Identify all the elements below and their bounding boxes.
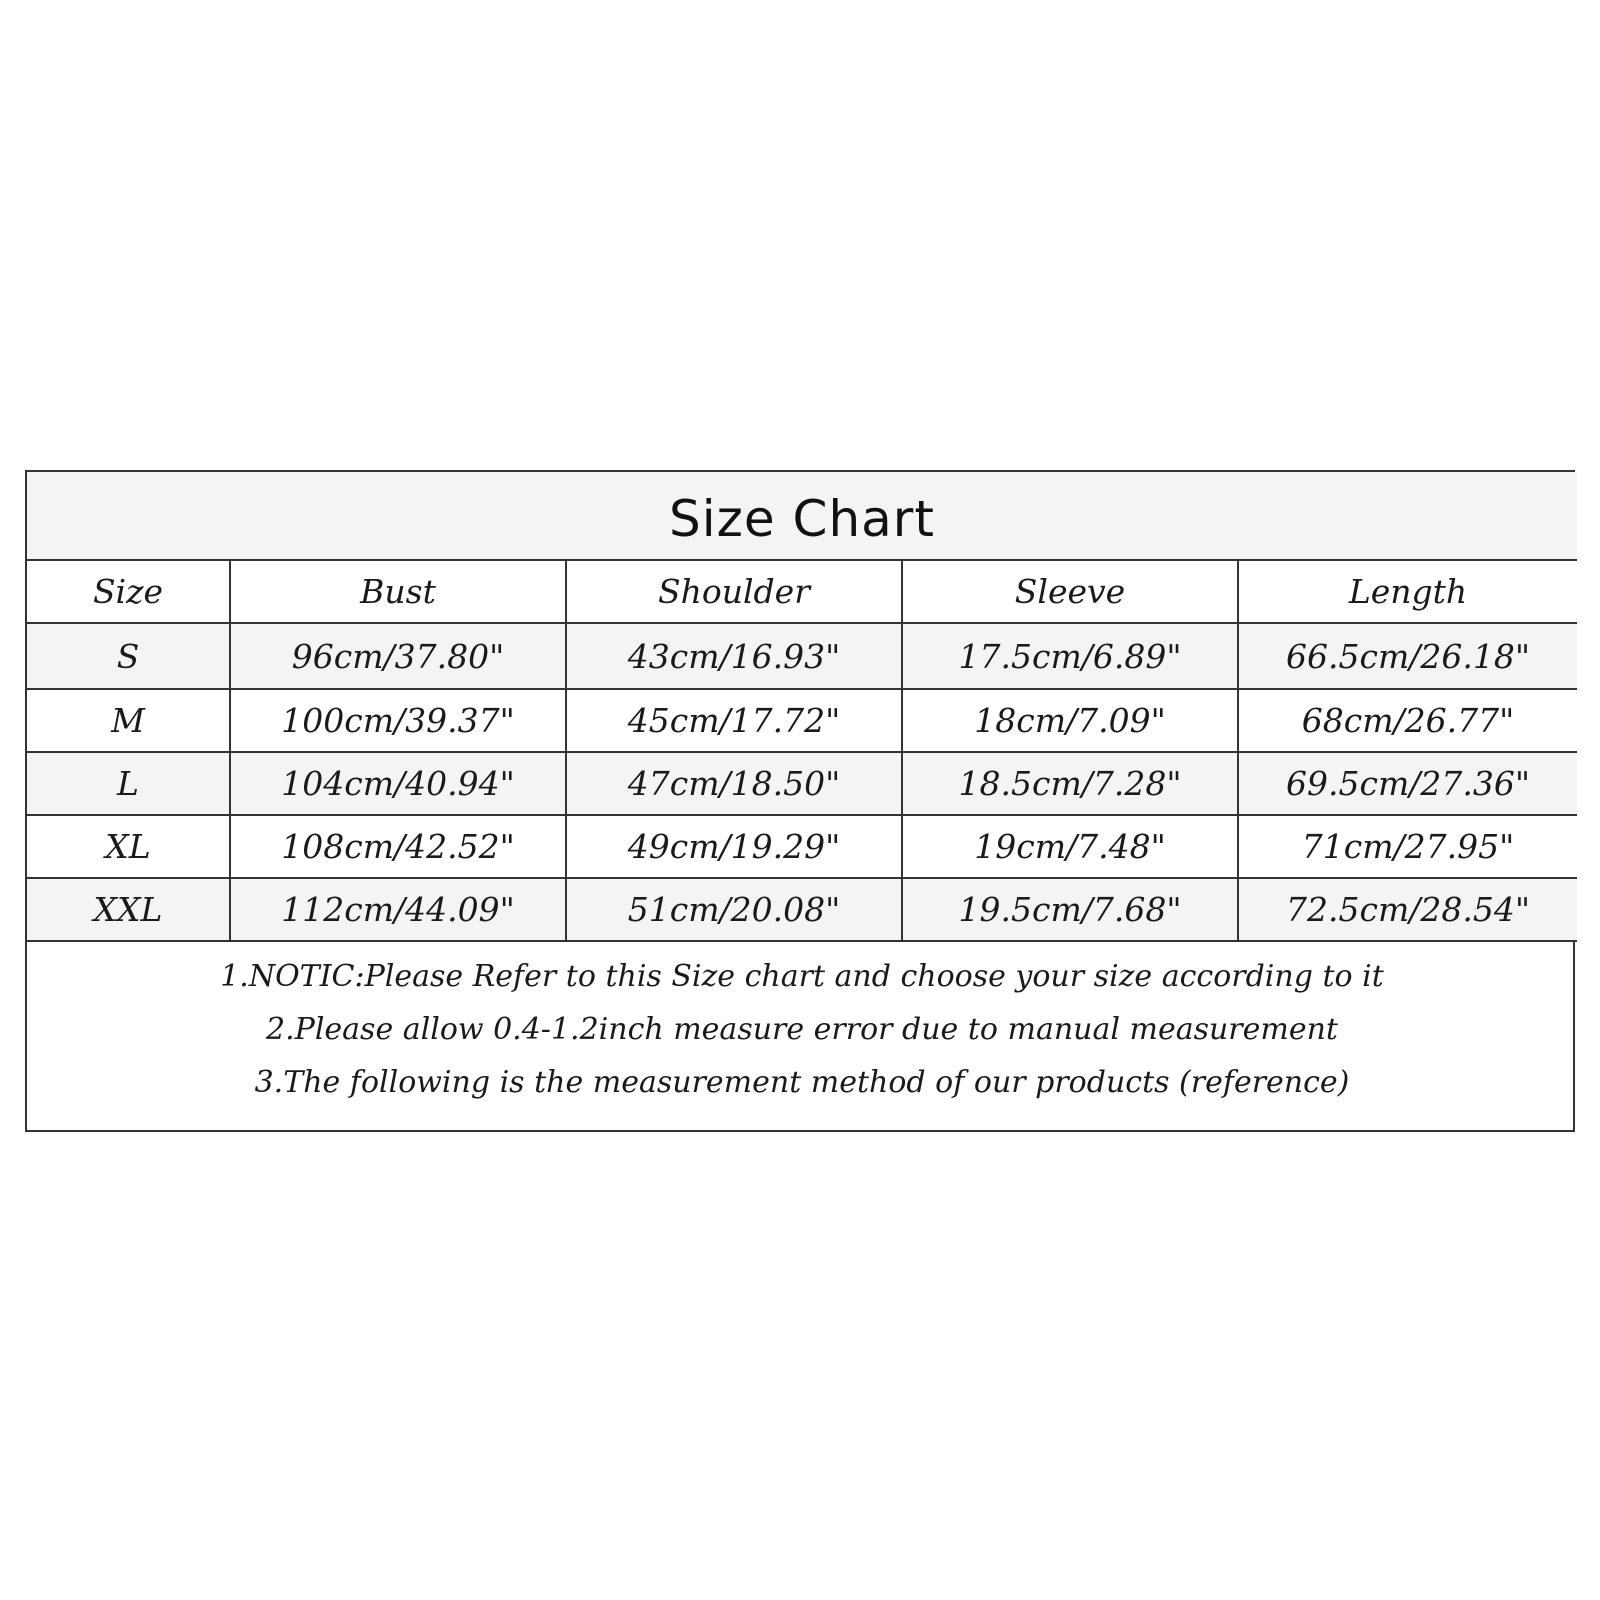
shoulder-cell: 47cm/18.50" — [567, 753, 903, 816]
shoulder-cell: 45cm/17.72" — [567, 690, 903, 753]
bust-cell: 100cm/39.37" — [231, 690, 567, 753]
size-cell: M — [27, 690, 231, 753]
length-cell: 71cm/27.95" — [1239, 816, 1577, 879]
size-cell: L — [27, 753, 231, 816]
length-cell: 66.5cm/26.18" — [1239, 624, 1577, 690]
size-cell: XL — [27, 816, 231, 879]
length-cell: 69.5cm/27.36" — [1239, 753, 1577, 816]
sleeve-cell: 18cm/7.09" — [903, 690, 1239, 753]
size-cell: XXL — [27, 879, 231, 942]
size-cell: S — [27, 624, 231, 690]
bust-cell: 96cm/37.80" — [231, 624, 567, 690]
bust-cell: 108cm/42.52" — [231, 816, 567, 879]
note-line: 1.NOTIC:Please Refer to this Size chart and choose your size according to it — [220, 959, 1384, 994]
bust-cell: 112cm/44.09" — [231, 879, 567, 942]
sleeve-cell: 19.5cm/7.68" — [903, 879, 1239, 942]
length-cell: 68cm/26.77" — [1239, 690, 1577, 753]
header-shoulder: Shoulder — [567, 561, 903, 624]
shoulder-cell: 51cm/20.08" — [567, 879, 903, 942]
chart-title: Size Chart — [669, 489, 935, 548]
notes-section — [27, 942, 1577, 1124]
size-chart-table — [25, 470, 1575, 1132]
sleeve-cell: 17.5cm/6.89" — [903, 624, 1239, 690]
chart-title-cell — [27, 472, 1577, 561]
header-size: Size — [27, 561, 231, 624]
shoulder-cell: 43cm/16.93" — [567, 624, 903, 690]
sleeve-cell: 19cm/7.48" — [903, 816, 1239, 879]
sleeve-cell: 18.5cm/7.28" — [903, 753, 1239, 816]
length-cell: 72.5cm/28.54" — [1239, 879, 1577, 942]
bust-cell: 104cm/40.94" — [231, 753, 567, 816]
note-line: 2.Please allow 0.4-1.2inch measure error due to manual measurement — [266, 1012, 1338, 1047]
header-bust: Bust — [231, 561, 567, 624]
header-sleeve: Sleeve — [903, 561, 1239, 624]
header-length: Length — [1239, 561, 1577, 624]
note-line: 3.The following is the measurement method of our products (reference) — [254, 1065, 1350, 1100]
shoulder-cell: 49cm/19.29" — [567, 816, 903, 879]
